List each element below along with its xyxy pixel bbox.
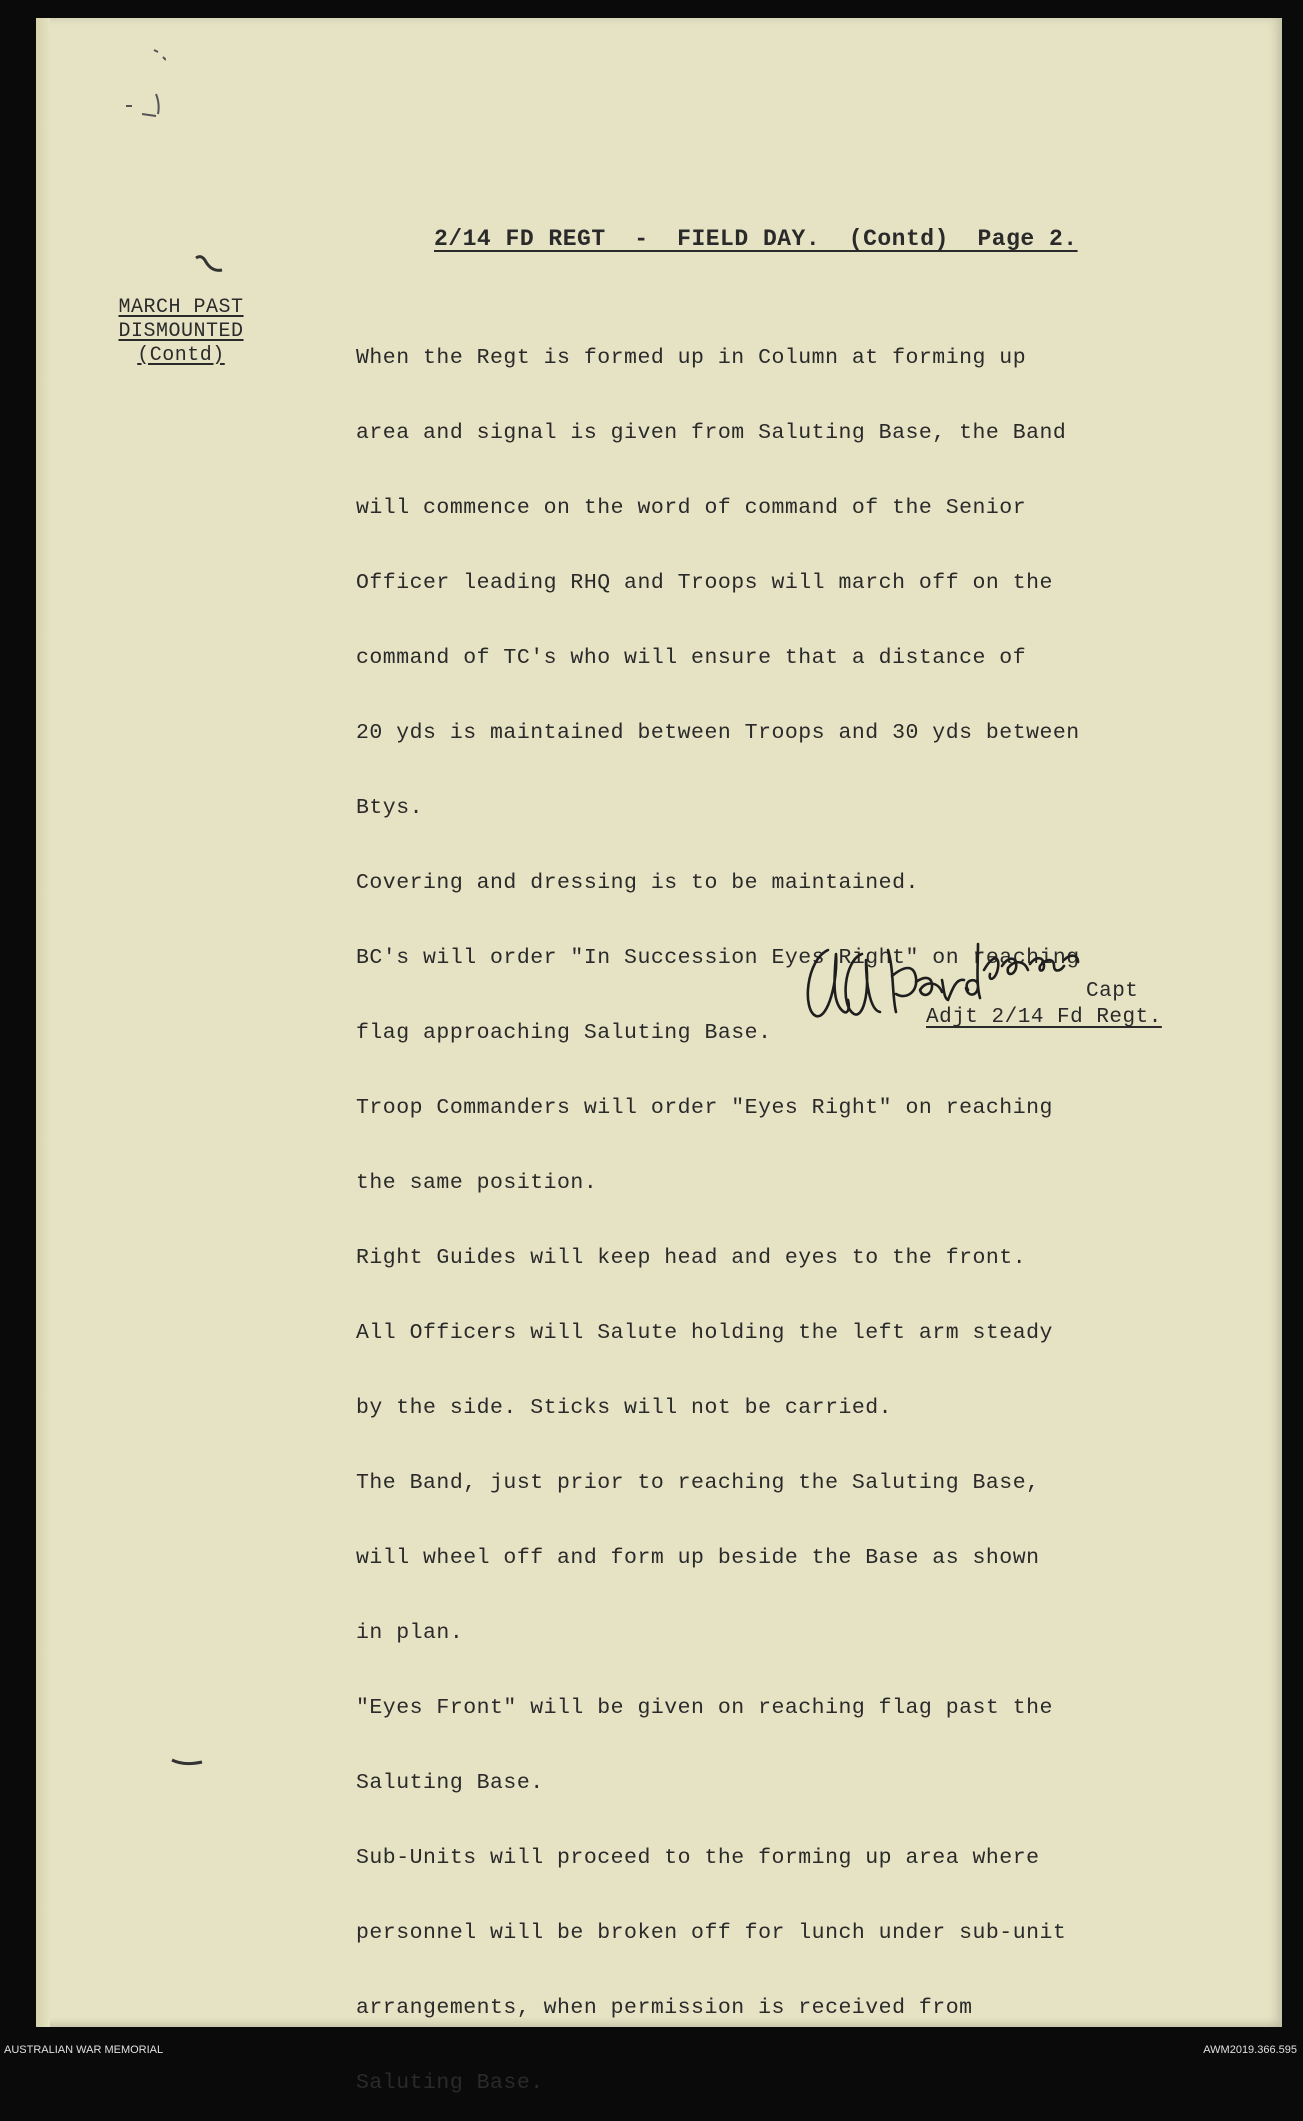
body-line: Saluting Base. (356, 2071, 544, 2095)
body-line: 20 yds is maintained between Troops and 30 yds between (356, 721, 1080, 745)
body-line: command of TC's who will ensure that a distance of (356, 646, 1027, 670)
body-line: will wheel off and form up beside the Base as shown (356, 1546, 1040, 1570)
body-line: flag approaching Saluting Base. (356, 1021, 772, 1045)
body-text (356, 296, 1186, 2121)
body-line: Right Guides will keep head and eyes to the front. (356, 1246, 1027, 1270)
pencil-mark-top (96, 44, 166, 124)
body-line: in plan. (356, 1621, 464, 1645)
margin-heading (96, 296, 266, 368)
signature-rank: Capt (1086, 980, 1139, 1003)
body-line: area and signal is given from Saluting Base, the Band (356, 421, 1067, 445)
page-header: 2/14 FD REGT - FIELD DAY. (Contd) Page 2. (434, 226, 1078, 252)
signature-title: Adjt 2/14 Fd Regt. (926, 1006, 1162, 1029)
margin-heading-line-2: DISMOUNTED (118, 320, 244, 343)
body-line: Troop Commanders will order "Eyes Right" on reaching (356, 1096, 1053, 1120)
margin-heading-line-3: (Contd) (137, 344, 225, 367)
body-line: The Band, just prior to reaching the Saluting Base, (356, 1471, 1040, 1495)
margin-heading-line-1: MARCH PAST (118, 296, 244, 319)
body-line: BC's will order "In Succession Eyes Right" on reaching (356, 946, 1080, 970)
page-edge (36, 18, 50, 2027)
body-line: personnel will be broken off for lunch under sub-unit (356, 1921, 1067, 1945)
body-line: Saluting Base. (356, 1771, 544, 1795)
body-line: Sub-Units will proceed to the forming up area where (356, 1846, 1040, 1870)
body-line: All Officers will Salute holding the left arm steady (356, 1321, 1053, 1345)
body-line: Covering and dressing is to be maintained. (356, 871, 919, 895)
body-line: Btys. (356, 796, 424, 820)
body-line: arrangements, when permission is received from (356, 1996, 973, 2020)
body-line: will commence on the word of command of the Senior (356, 496, 1027, 520)
pencil-mark-mid (192, 250, 242, 280)
archive-reference: AWM2019.366.595 (1203, 2044, 1297, 2056)
body-line: "Eyes Front" will be given on reaching flag past the (356, 1696, 1053, 1720)
body-line: the same position. (356, 1171, 598, 1195)
archive-credit: AUSTRALIAN WAR MEMORIAL (4, 2044, 164, 2056)
body-line: by the side. Sticks will not be carried. (356, 1396, 893, 1420)
pencil-mark-bottom (168, 1752, 218, 1772)
body-line: Officer leading RHQ and Troops will march off on the (356, 571, 1053, 595)
body-line: When the Regt is formed up in Column at forming up (356, 346, 1027, 370)
